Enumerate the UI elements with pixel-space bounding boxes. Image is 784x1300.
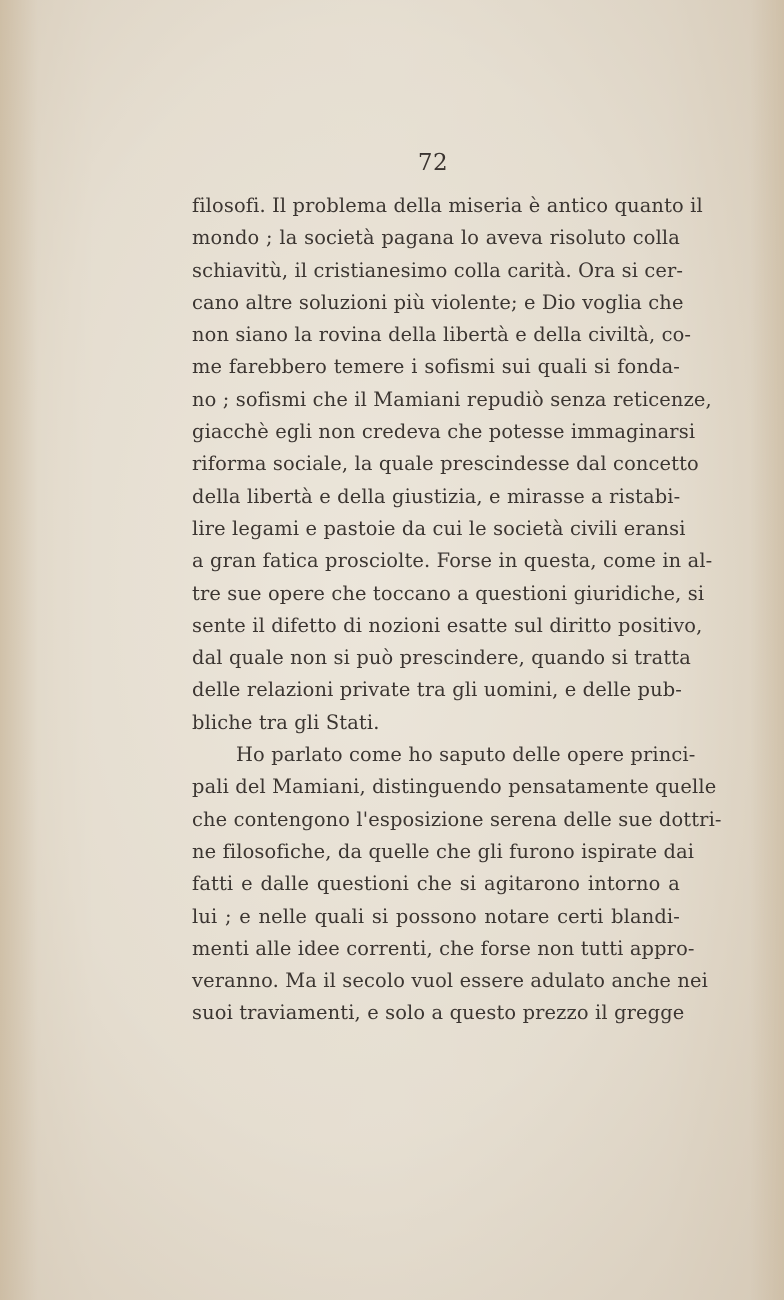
text-line: pali del Mamiani, distinguendo pensatamente quelle	[192, 775, 717, 799]
text-line: lui ; e nelle quali si possono notare certi blandi-	[192, 904, 680, 928]
text-line: riforma sociale, la quale prescindesse dal concetto	[192, 452, 699, 476]
text-line: schiavitù, il cristianesimo colla carità. Ora si cer-	[192, 258, 684, 282]
text-line: che contengono l'esposizione serena delle sue dottri-	[192, 807, 722, 831]
text-line: suoi traviamenti, e solo a questo prezzo il gregge	[192, 1001, 685, 1025]
text-line: me farebbero temere i sofismi sui quali si fonda-	[192, 355, 680, 379]
page-edge-shading-right	[750, 0, 784, 1300]
body-text	[192, 190, 722, 1030]
text-line: giacchè egli non credeva che potesse immaginarsi	[192, 420, 696, 444]
text-line: della libertà e della giustizia, e mirasse a ristabi-	[192, 484, 681, 508]
text-line: menti alle idee correnti, che forse non tutti appro-	[192, 936, 695, 960]
text-line: mondo ; la società pagana lo aveva risoluto colla	[192, 226, 680, 250]
text-line: delle relazioni private tra gli uomini, e delle pub-	[192, 678, 682, 702]
page-number: 72	[417, 150, 449, 176]
text-line: filosofi. Il problema della miseria è antico quanto il	[192, 194, 703, 217]
text-line: veranno. Ma il secolo vuol essere adulato anche nei	[192, 969, 708, 993]
text-line: bliche tra gli Stati.	[192, 710, 380, 734]
text-line: sente il difetto di nozioni esatte sul diritto positivo,	[192, 613, 703, 637]
text-line: fatti e dalle questioni che si agitarono intorno a	[192, 872, 680, 896]
paragraph-2	[192, 739, 722, 1030]
text-line: lire legami e pastoie da cui le società civili eransi	[192, 516, 686, 540]
text-line: dal quale non si può prescindere, quando si tratta	[192, 646, 691, 670]
text-line: tre sue opere che toccano a questioni giuridiche, si	[192, 581, 705, 605]
text-line: ne filosofiche, da quelle che gli furono ispirate dai	[192, 839, 695, 863]
text-line: Ho parlato come ho saputo delle opere princi-	[236, 743, 696, 767]
paragraph-1	[192, 190, 713, 739]
text-line: non siano la rovina della libertà e della civiltà, co-	[192, 323, 692, 347]
text-line: no ; sofismi che il Mamiani repudiò senza reticenze,	[192, 387, 712, 411]
text-line: cano altre soluzioni più violente; e Dio voglia che	[192, 290, 684, 314]
page-edge-shading-left	[0, 0, 38, 1300]
text-line: a gran fatica prosciolte. Forse in questa, come in al-	[192, 549, 713, 573]
